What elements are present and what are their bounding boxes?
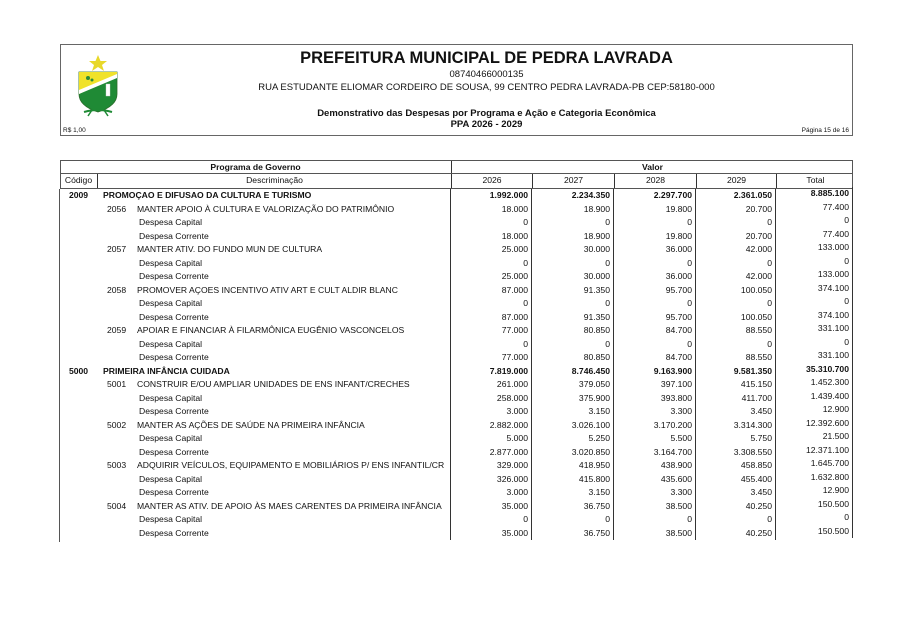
row-description [97,203,451,217]
program-row [60,365,853,379]
municipality-title: PREFEITURA MUNICIPAL DE PEDRA LAVRADA [300,49,673,67]
value-2028: 2.297.700 [614,189,696,203]
value-2026: 0 [451,216,532,230]
category-row [60,230,853,244]
value-2029: 3.314.300 [696,419,776,433]
action-code: 5001 [107,379,127,389]
value-total: 12.900 [776,484,853,498]
value-total: 12.371.100 [776,444,853,458]
value-total: 0 [776,336,853,350]
category-name: Despesa Corrente [139,406,209,416]
value-2028: 397.100 [614,378,696,392]
value-2026: 0 [451,513,532,527]
currency-unit: R$ 1,00 [63,127,86,134]
value-2028: 0 [614,338,696,352]
row-code [60,446,97,460]
category-row [60,527,853,541]
action-row [60,419,853,433]
value-2027: 18.900 [532,203,614,217]
value-2027: 91.350 [532,284,614,298]
action-row [60,284,853,298]
value-2029: 100.050 [696,311,776,325]
value-2027: 3.026.100 [532,419,614,433]
category-name: Despesa Capital [139,217,203,227]
action-code: 5003 [107,460,127,470]
value-2029: 100.050 [696,284,776,298]
value-2028: 38.500 [614,527,696,541]
value-2027: 30.000 [532,243,614,257]
action-code: 5002 [107,419,127,430]
row-code [60,500,97,514]
value-2028: 393.800 [614,392,696,406]
value-2029: 0 [696,257,776,271]
value-2027: 30.000 [532,270,614,284]
action-row [60,500,853,514]
row-description [97,338,451,352]
value-2029: 411.700 [696,392,776,406]
value-2026: 0 [451,257,532,271]
category-name: Despesa Corrente [139,271,209,281]
value-total: 35.310.700 [776,363,853,377]
value-2027: 0 [532,297,614,311]
value-2026: 7.819.000 [451,365,532,379]
value-2028: 0 [614,216,696,230]
row-code [60,392,97,406]
row-code [60,203,97,217]
row-description [97,351,451,365]
category-name: Despesa Corrente [139,446,209,457]
action-name: MANTER APOIO À CULTURA E VALORIZAÇÃO DO PATRIMÔNIO [137,203,395,214]
category-row [60,405,853,419]
col-2029: 2029 [697,174,777,188]
row-description [97,486,451,500]
report-period: PPA 2026 - 2029 [450,119,523,130]
value-group-header: Valor [641,162,664,172]
category-row [60,486,853,500]
value-2027: 3.020.850 [532,446,614,460]
action-code: 2059 [107,325,127,335]
row-description: PRIMEIRA INFÂNCIA CUIDADA [97,365,451,379]
value-2027: 418.950 [532,459,614,473]
row-description [97,257,451,271]
value-2029: 3.308.550 [696,446,776,460]
row-description [97,230,451,244]
value-2026: 77.000 [451,351,532,365]
value-2028: 36.000 [614,270,696,284]
row-code [60,311,97,325]
value-2026: 2.882.000 [451,419,532,433]
value-2029: 3.450 [696,405,776,419]
action-row [60,243,853,257]
value-2029: 5.750 [696,432,776,446]
value-2026: 35.000 [451,527,532,541]
value-2026: 261.000 [451,378,532,392]
value-2028: 9.163.900 [614,365,696,379]
row-code [60,297,97,311]
value-2028: 0 [614,257,696,271]
row-code [60,338,97,352]
action-code: 2057 [107,244,127,254]
col-code: Código [60,174,98,188]
action-code: 2058 [107,284,127,295]
value-2028: 3.300 [614,405,696,419]
action-name: ADQUIRIR VEÍCULOS, EQUIPAMENTO E MOBILIÁRIOS P/ ENS INFANTIL/CR [137,460,445,470]
value-2027: 379.050 [532,378,614,392]
value-total: 1.439.400 [776,390,853,404]
value-2028: 3.170.200 [614,419,696,433]
category-row [60,297,853,311]
value-2028: 38.500 [614,500,696,514]
category-row [60,351,853,365]
row-description [97,216,451,230]
value-total: 0 [776,295,853,309]
col-2027: 2027 [533,174,615,188]
value-total: 331.100 [776,322,853,336]
value-total: 331.100 [776,349,853,363]
row-code [60,378,97,392]
value-2027: 0 [532,257,614,271]
value-total: 21.500 [776,430,853,444]
value-2026: 35.000 [451,500,532,514]
value-total: 374.100 [776,309,853,323]
row-code [60,243,97,257]
value-2029: 0 [696,297,776,311]
value-total: 12.900 [776,403,853,417]
action-code: 5004 [107,500,127,511]
value-2029: 88.550 [696,351,776,365]
action-code: 2056 [107,203,127,214]
value-2028: 19.800 [614,230,696,244]
value-total: 12.392.600 [776,417,853,431]
value-2026: 18.000 [451,203,532,217]
row-code [60,284,97,298]
value-2027: 0 [532,216,614,230]
value-2029: 458.850 [696,459,776,473]
row-code [60,230,97,244]
row-description [97,419,451,433]
value-2027: 80.850 [532,351,614,365]
value-2029: 40.250 [696,527,776,541]
value-2026: 3.000 [451,405,532,419]
action-name: APOIAR E FINANCIAR À FILARMÔNICA EUGÊNIO VASCONCELOS [137,325,405,335]
value-2026: 5.000 [451,432,532,446]
value-2028: 5.500 [614,432,696,446]
category-row [60,473,853,487]
value-2026: 18.000 [451,230,532,244]
program-group-header: Programa de Governo [60,161,452,173]
value-2026: 25.000 [451,243,532,257]
value-total: 77.400 [776,228,853,242]
category-row [60,432,853,446]
row-code [60,257,97,271]
category-name: Despesa Capital [139,433,203,443]
coat-of-arms-icon [74,54,122,118]
row-code: 2009 [68,190,89,200]
value-total: 150.500 [776,525,853,539]
value-2027: 36.750 [532,527,614,541]
value-2026: 77.000 [451,324,532,338]
row-code [60,486,97,500]
action-name: MANTER AS ATIV. DE APOIO ÀS MAES CARENTES DA PRIMEIRA INFÂNCIA [137,500,442,511]
value-total: 8.885.100 [776,187,853,201]
cnpj: 08740466000135 [449,69,524,80]
value-2028: 95.700 [614,284,696,298]
value-2029: 455.400 [696,473,776,487]
value-2027: 36.750 [532,500,614,514]
value-2027: 3.150 [532,405,614,419]
row-code [60,324,97,338]
value-2026: 87.000 [451,284,532,298]
value-2026: 326.000 [451,473,532,487]
category-name: Despesa Corrente [139,230,209,241]
action-row [60,459,853,473]
value-total: 133.000 [776,241,853,255]
value-2029: 3.450 [696,486,776,500]
value-2027: 375.900 [532,392,614,406]
row-description: PROMOÇAO E DIFUSAO DA CULTURA E TURISMO [97,189,451,203]
action-name: CONSTRUIR E/OU AMPLIAR UNIDADES DE ENS INFANT/CRECHES [137,379,410,389]
value-2029: 40.250 [696,500,776,514]
category-row [60,338,853,352]
value-total: 0 [776,214,853,228]
value-2028: 3.164.700 [614,446,696,460]
category-name: Despesa Capital [139,514,203,524]
category-row [60,257,853,271]
category-name: Despesa Capital [139,338,203,349]
expenses-table [60,160,853,542]
value-2026: 3.000 [451,486,532,500]
row-description [97,459,451,473]
table-column-header [60,174,853,189]
row-code [60,513,97,527]
row-description [97,405,451,419]
row-description [97,311,451,325]
row-description [97,324,451,338]
value-2029: 415.150 [696,378,776,392]
value-2028: 438.900 [614,459,696,473]
category-name: Despesa Capital [139,298,203,308]
row-code [60,459,97,473]
row-code [60,351,97,365]
row-description [97,527,451,541]
row-description [97,432,451,446]
row-code [60,270,97,284]
col-2028: 2028 [615,174,697,188]
row-code [60,527,97,541]
action-row [60,324,853,338]
value-2029: 42.000 [696,270,776,284]
value-2029: 0 [696,338,776,352]
report-header [60,44,853,136]
category-row [60,216,853,230]
row-description [97,270,451,284]
value-2026: 258.000 [451,392,532,406]
category-name: Despesa Corrente [139,527,209,538]
table-body [60,189,853,542]
row-description [97,473,451,487]
program-row [60,189,853,203]
col-2026: 2026 [452,174,533,188]
category-name: Despesa Capital [139,473,203,484]
category-name: Despesa Corrente [139,311,209,322]
category-name: Despesa Capital [139,392,203,403]
row-code [60,419,97,433]
action-name: MANTER AS AÇÕES DE SAÚDE NA PRIMEIRA INFÂNCIA [137,419,365,430]
value-2027: 91.350 [532,311,614,325]
row-description [97,392,451,406]
category-name: Despesa Corrente [139,487,209,497]
row-code [60,432,97,446]
value-2028: 0 [614,297,696,311]
value-total: 1.645.700 [776,457,853,471]
row-code [60,405,97,419]
value-total: 150.500 [776,498,853,512]
category-row [60,270,853,284]
value-total: 374.100 [776,282,853,296]
row-description [97,297,451,311]
value-2029: 20.700 [696,230,776,244]
value-2027: 5.250 [532,432,614,446]
category-row [60,311,853,325]
value-2029: 2.361.050 [696,189,776,203]
row-description [97,446,451,460]
action-row [60,378,853,392]
value-2029: 20.700 [696,203,776,217]
category-row [60,392,853,406]
value-2027: 2.234.350 [532,189,614,203]
value-2027: 8.746.450 [532,365,614,379]
row-code [60,473,97,487]
value-total: 133.000 [776,268,853,282]
value-2028: 435.600 [614,473,696,487]
value-2028: 36.000 [614,243,696,257]
value-2027: 415.800 [532,473,614,487]
col-total: Total [806,175,825,185]
value-2026: 0 [451,338,532,352]
value-2028: 3.300 [614,486,696,500]
value-2027: 80.850 [532,324,614,338]
value-2026: 0 [451,297,532,311]
row-description [97,243,451,257]
value-2029: 0 [696,216,776,230]
value-2029: 9.581.350 [696,365,776,379]
value-2028: 84.700 [614,351,696,365]
value-2028: 84.700 [614,324,696,338]
page-number: Página 15 de 16 [801,127,849,134]
category-name: Despesa Corrente [139,352,209,362]
value-2027: 3.150 [532,486,614,500]
value-total: 0 [776,511,853,525]
action-name: PROMOVER AÇOES INCENTIVO ATIV ART E CULT ALDIR BLANC [137,284,398,295]
report-title: Demonstrativo das Despesas por Programa e Ação e Categoria Econômica [317,108,656,119]
address: RUA ESTUDANTE ELIOMAR CORDEIRO DE SOUSA, 99 CENTRO PEDRA LAVRADA-PB CEP:58180-000 [258,82,715,93]
action-row [60,203,853,217]
row-description [97,284,451,298]
value-2027: 0 [532,338,614,352]
value-2027: 18.900 [532,230,614,244]
value-2028: 95.700 [614,311,696,325]
row-description [97,378,451,392]
row-description [97,513,451,527]
value-2026: 1.992.000 [451,189,532,203]
value-2026: 87.000 [451,311,532,325]
action-name: MANTER ATIV. DO FUNDO MUN DE CULTURA [137,244,323,254]
value-2027: 0 [532,513,614,527]
row-description [97,500,451,514]
value-total: 1.452.300 [776,376,853,390]
category-name: Despesa Capital [139,257,203,268]
row-code: 5000 [68,365,89,376]
value-2029: 88.550 [696,324,776,338]
category-row [60,446,853,460]
value-total: 77.400 [776,201,853,215]
value-2026: 2.877.000 [451,446,532,460]
row-code [60,216,97,230]
value-total: 0 [776,255,853,269]
value-2028: 19.800 [614,203,696,217]
value-2028: 0 [614,513,696,527]
value-2029: 0 [696,513,776,527]
value-2029: 42.000 [696,243,776,257]
category-row [60,513,853,527]
value-2026: 329.000 [451,459,532,473]
value-total: 1.632.800 [776,471,853,485]
value-2026: 25.000 [451,270,532,284]
col-description: Descriminação [98,174,452,188]
table-group-header [60,160,853,174]
